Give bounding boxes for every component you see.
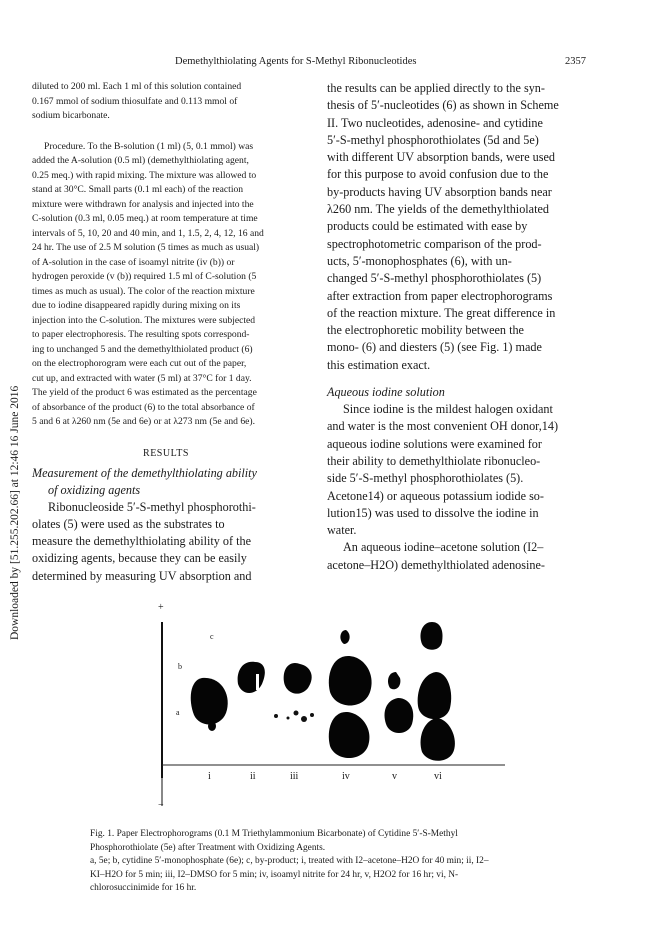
text-line: mixture were withdrawn for analysis and injected into the — [32, 198, 254, 210]
text-line: An aqueous iodine–acetone solution (I2– — [343, 540, 544, 555]
spot-lane-i-product — [191, 678, 228, 725]
text-line: The yield of the product 6 was estimated as the percentage — [32, 387, 257, 398]
caption-title-line: Phosphorothiolate (5e) after Treatment with Oxidizing Agents. — [90, 842, 326, 853]
text-line: acetone–H2O) demethylthiolated adenosine- — [327, 557, 545, 572]
text-line: olates (5) were used as the substrates to — [32, 516, 225, 531]
text-line: by-products having UV absorption bands near — [327, 184, 552, 199]
text-line: and water is the most convenient OH donor,14) — [327, 419, 559, 434]
text-line: 5 and 6 at λ260 nm (5e and 6e) or at λ273 nm (5e and 6e). — [32, 416, 255, 427]
text-line: their ability to demethylthiolate ribonucleo- — [327, 453, 541, 468]
spot-label-a: a — [176, 708, 180, 717]
trace-spot — [274, 714, 278, 718]
results-heading: RESULTS — [143, 447, 189, 459]
spot-lane-ii-product — [238, 662, 265, 693]
electrophorogram-figure — [150, 600, 510, 815]
spot-lane-i-byproduct — [208, 721, 216, 731]
lane-ii-highlight — [256, 674, 259, 690]
text-line: Ribonucleoside 5′-S-methyl phosphorothi- — [48, 499, 256, 514]
spot-lane-vi-top — [420, 622, 442, 650]
lane-label-ii: ii — [250, 771, 256, 782]
text-line: ucts, 5′-monophosphates (6), with un- — [327, 253, 512, 268]
text-line: times as much as usual). The color of the reaction mixture — [32, 285, 255, 297]
text-line: this estimation exact. — [327, 357, 431, 372]
spot-lane-iv-top — [340, 630, 349, 644]
text-line: water. — [327, 523, 357, 538]
text-line: mono- (6) and diesters (5) (see Fig. 1) made — [327, 340, 542, 355]
text-line: oxidizing agents, because they can be easily — [32, 551, 247, 566]
spot-lane-vi-substrate — [421, 718, 455, 761]
spot-lane-iii-product — [284, 663, 312, 694]
lane-label-i: i — [208, 771, 211, 782]
text-line: measure the demethylthiolating ability of the — [32, 534, 251, 549]
body-paragraph — [327, 539, 591, 574]
text-line: the electrophoretic mobility between the — [327, 323, 524, 338]
spot-label-c: c — [210, 632, 214, 641]
lane-label-iv: iv — [342, 771, 350, 782]
text-line: 5′-S-methyl phosphorothiolates (5d and 5e) — [327, 132, 539, 147]
text-line: the results can be applied directly to the syn- — [327, 81, 545, 95]
text-line: ing to unchanged 5 and the demethylthiolated product (6) — [32, 343, 253, 355]
text-line: for this purpose to avoid confusion due to the — [327, 167, 549, 182]
body-paragraph — [32, 499, 300, 585]
body-paragraph — [327, 80, 591, 374]
subheading-line: Measurement of the demethylthiolating ability — [32, 465, 257, 480]
text-line: C-solution (0.3 ml, 0.05 meq.) at room temperature at time — [32, 213, 258, 224]
spot-lane-vi-product — [418, 672, 452, 719]
text-line: 0.25 meq.) with rapid mixing. The mixture was allowed to — [32, 169, 257, 181]
left-column — [32, 80, 300, 585]
caption-title-line: Fig. 1. Paper Electrophorograms (0.1 M Triethylammonium Bicarbonate) of Cytidine 5′-S-Methyl — [90, 829, 458, 839]
text-line: changed 5′-S-methyl phosphorothiolates (5) — [327, 271, 542, 286]
text-line: injection into the C-solution. The mixtures were subjected — [32, 314, 256, 326]
spot-label-b: b — [178, 662, 182, 671]
caption-legend-line: KI–H2O for 5 min; iii, I2–DMSO for 5 min; iv, isoamyl nitrite for 24 hr, v, H2O2 for 16 hr; vi, N- — [90, 869, 459, 880]
text-line: II. Two nucleotides, adenosine- and cytidine — [327, 115, 543, 130]
electrophorogram-image — [150, 600, 510, 815]
page-number: 2357 — [565, 56, 586, 67]
anode-label: + — [158, 602, 164, 613]
text-line: to paper electrophoresis. The resulting spots correspond- — [32, 329, 250, 340]
text-line: determined by measuring UV absorption and — [32, 568, 252, 583]
text-line: of absorbance of the product (6) to the total absorbance of — [32, 401, 255, 413]
text-line: spectrophotometric comparison of the prod- — [327, 236, 542, 251]
caption-legend-line: a, 5e; b, cytidine 5′-monophosphate (6e); c, by-product; i, treated with I2–acetone–H2O for 40 min; ii, I2– — [90, 856, 489, 867]
subheading-line: of oxidizing agents — [48, 482, 141, 497]
trace-spot — [310, 713, 314, 717]
lane-label-v: v — [392, 771, 397, 782]
text-line: after extraction from paper electrophorograms — [327, 288, 553, 303]
text-line: aqueous iodine solutions were examined for — [327, 436, 542, 451]
text-line: of A-solution in the case of isoamyl nitrite (iv (b)) or — [32, 256, 235, 268]
download-watermark: Downloaded by [51.255.202.66] at 12:46 16 June 2016 — [9, 385, 21, 640]
text-line: λ260 nm. The yields of the demethylthiolated — [327, 202, 549, 217]
text-line: intervals of 5, 10, 20 and 40 min, and 1, 1.5, 2, 4, 12, 16 and — [32, 227, 264, 239]
spot-lane-iv-product — [329, 656, 372, 706]
text-line: side 5′-S-methyl phosphorothiolates (5). — [327, 471, 524, 486]
caption-legend-line: chlorosuccinimide for 16 hr. — [90, 883, 197, 894]
text-line: Since iodine is the mildest halogen oxidant — [343, 402, 553, 417]
intro-paragraph — [32, 80, 300, 124]
text-line: stand at 30°C. Small parts (0.1 ml each) of the reaction — [32, 184, 244, 195]
cathode-label: − — [158, 800, 164, 811]
text-line: 0.167 mmol of sodium thiosulfate and 0.113 mmol of — [32, 95, 238, 107]
trace-spot — [301, 716, 307, 722]
lane-label-iii: iii — [290, 771, 299, 782]
text-line: added the A-solution (0.5 ml) (demethylthiolating agent, — [32, 155, 249, 166]
running-title: Demethylthiolating Agents for S-Methyl Ribonucleotides — [175, 56, 417, 67]
figure-caption — [90, 828, 568, 896]
procedure-paragraph — [32, 140, 300, 430]
text-line: Acetone14) or aqueous potassium iodide so- — [327, 488, 544, 503]
lane-label-vi: vi — [434, 771, 442, 782]
trace-spot — [287, 717, 290, 720]
text-line: thesis of 5′-nucleotides (6) as shown in Scheme — [327, 98, 559, 113]
text-line: on the electrophorogram were each cut out of the paper, — [32, 358, 247, 369]
text-line: of the reaction mixture. The great difference in — [327, 305, 556, 320]
text-line: products could be estimated with ease by — [327, 219, 528, 234]
right-column — [327, 80, 591, 574]
text-line: Procedure. To the B-solution (1 ml) (5, 0.1 mmol) was — [44, 140, 254, 152]
section-subheading: Aqueous iodine solution — [327, 385, 445, 400]
text-line: due to iodine disappeared rapidly during mixing on its — [32, 300, 241, 311]
spot-lane-v-substrate — [385, 698, 414, 733]
text-line: sodium bicarbonate. — [32, 110, 110, 121]
trace-spot — [294, 711, 299, 716]
body-paragraph — [327, 401, 591, 539]
section-subheading — [32, 465, 300, 499]
text-line: 24 hr. The use of 2.5 M solution (5 times as much as usual) — [32, 242, 260, 253]
text-line: with different UV absorption bands, were used — [327, 150, 556, 165]
text-line: cut up, and extracted with water (5 ml) at 37°C for 1 day. — [32, 372, 252, 384]
text-line: hydrogen peroxide (v (b)) required 1.5 ml of C-solution (5 — [32, 271, 257, 282]
text-line: lution15) was used to dissolve the iodine in — [327, 505, 539, 520]
text-line: diluted to 200 ml. Each 1 ml of this solution contained — [32, 81, 242, 92]
spot-lane-v-product — [388, 672, 400, 689]
spot-lane-iv-substrate — [329, 712, 370, 758]
